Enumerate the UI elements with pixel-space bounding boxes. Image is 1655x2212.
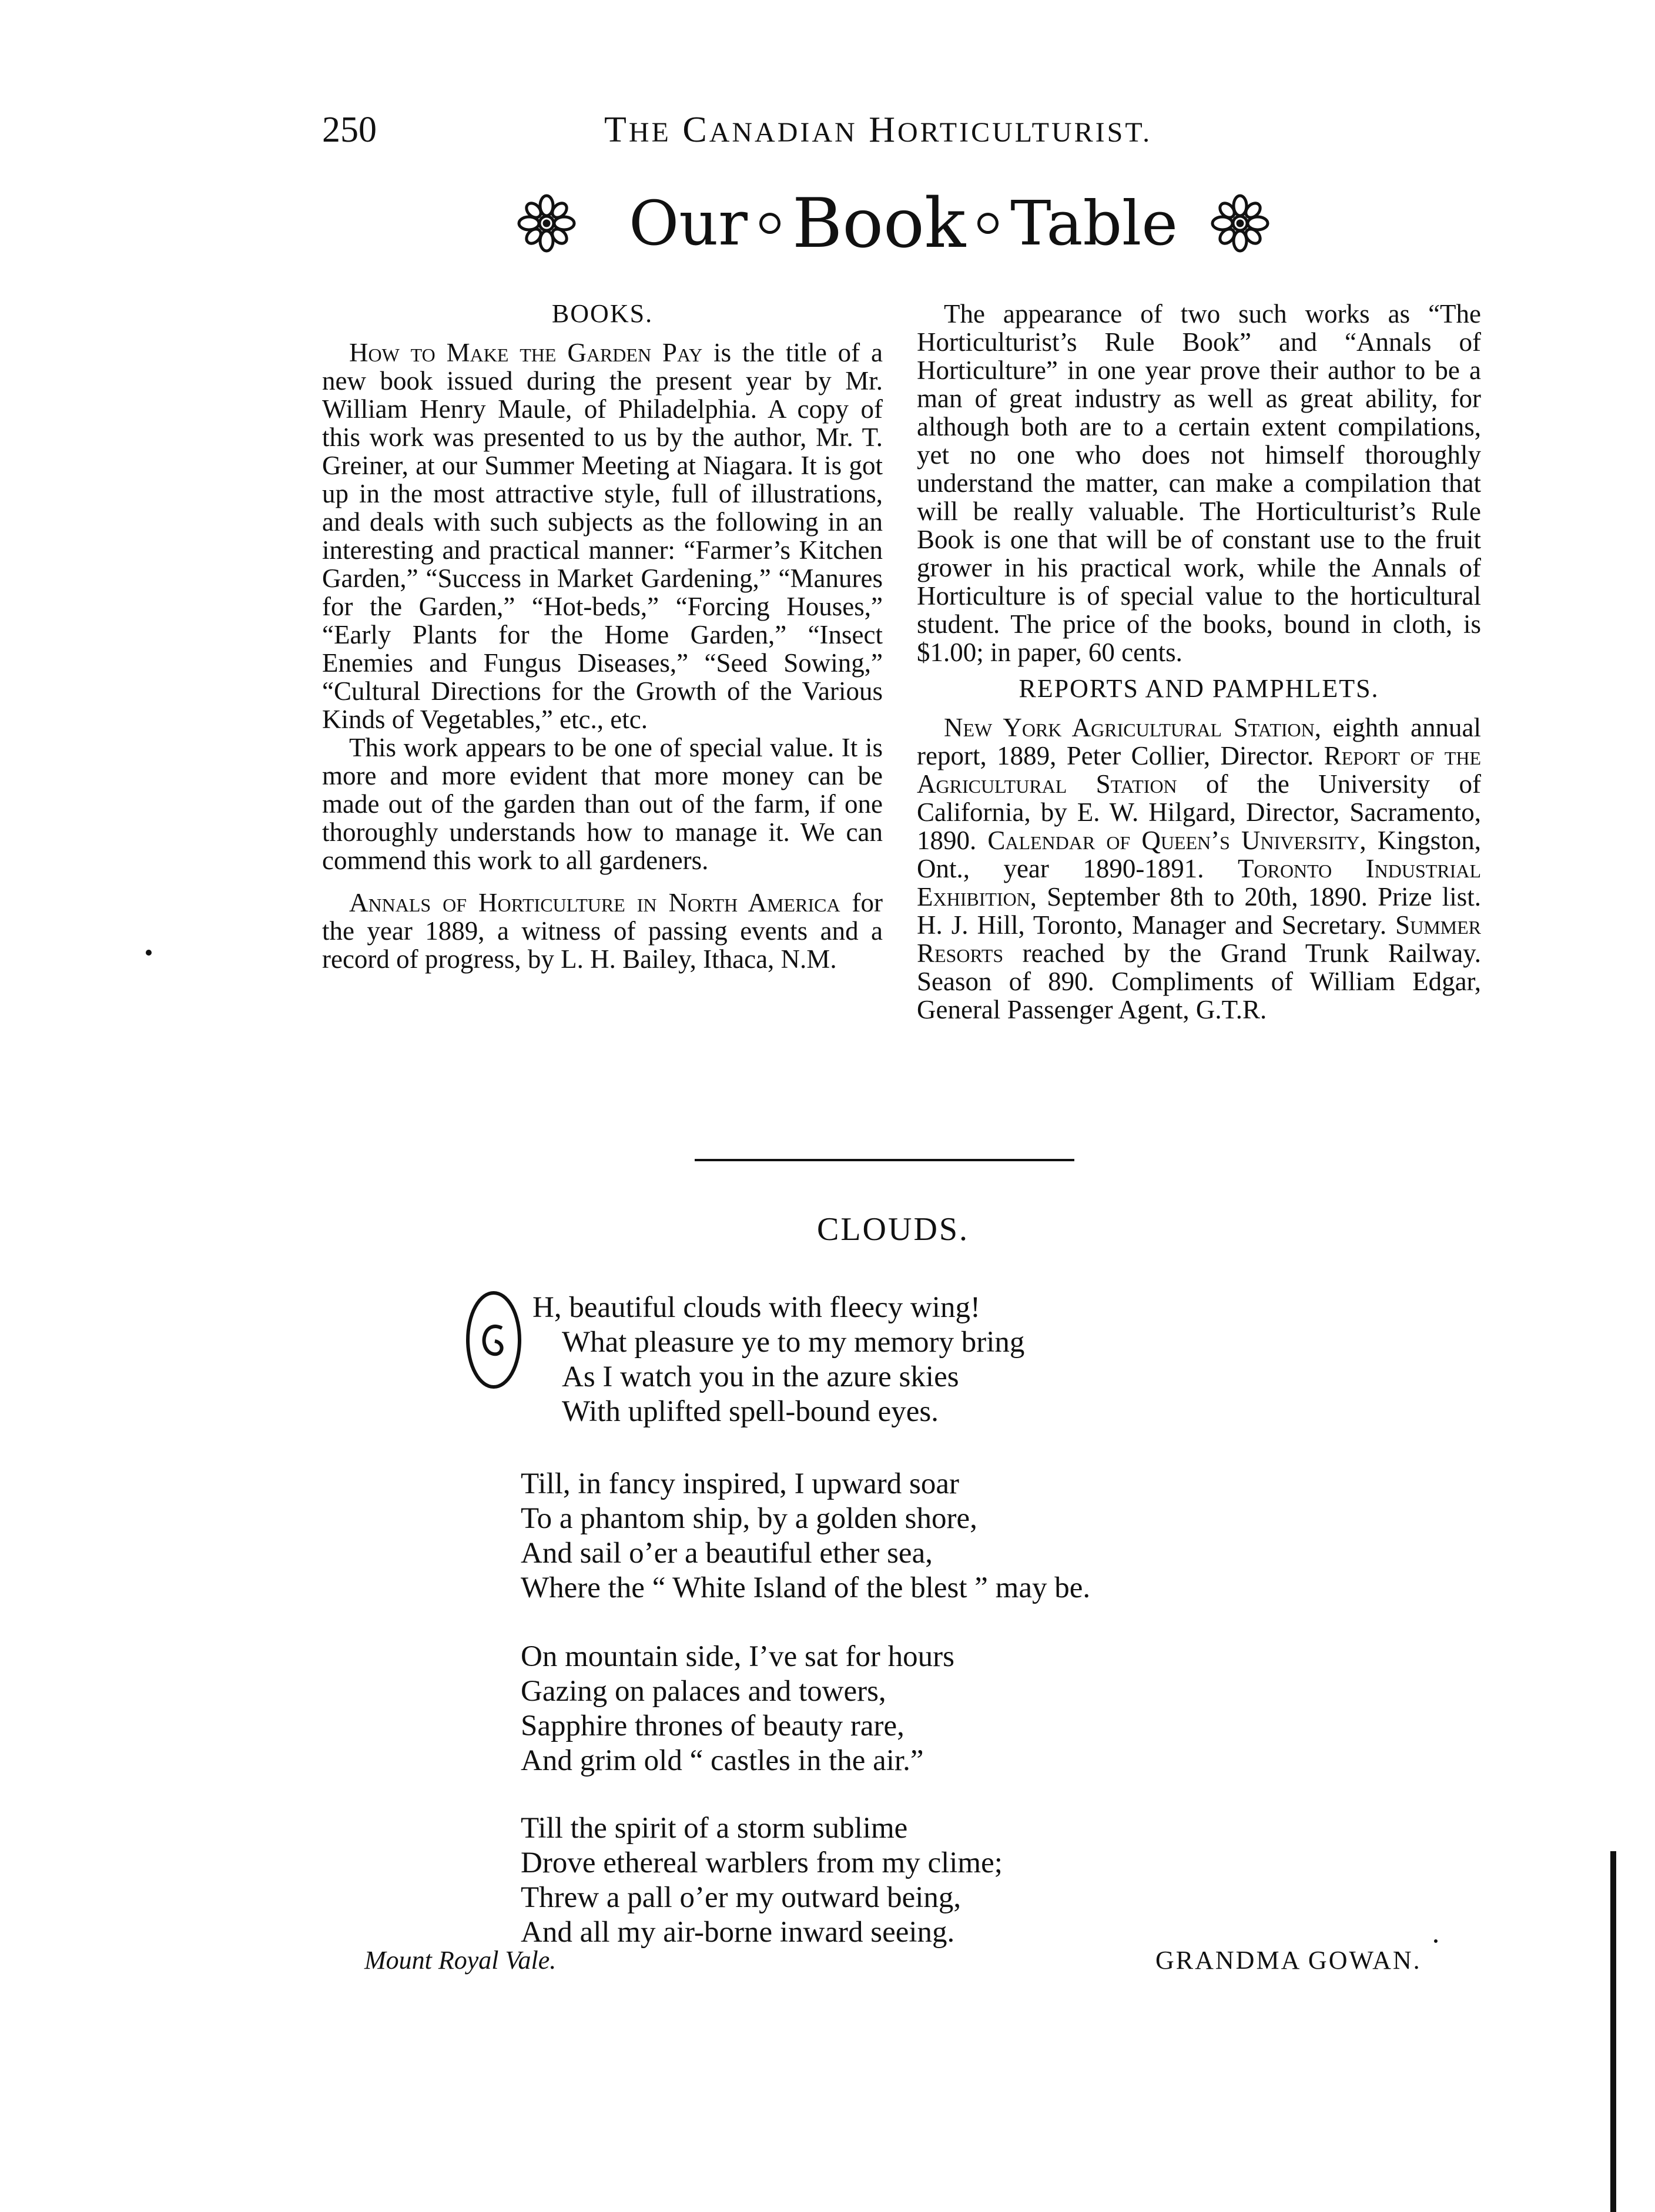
scan-speck (146, 950, 152, 956)
page-number: 250 (322, 110, 377, 150)
journal-title (604, 109, 1152, 151)
title-cap-1: T (604, 110, 629, 150)
reports-list (917, 713, 1481, 1024)
poem-line: Till the spirit of a storm sublime (521, 1812, 908, 1845)
book-title-garden-pay: How to Make the Garden Pay (349, 338, 703, 367)
poem-title: CLOUDS. (817, 1211, 970, 1248)
poem-line: What pleasure ye to my memory bring (562, 1326, 1025, 1359)
book-review-garden-pay (322, 338, 883, 733)
section-banner (517, 176, 1281, 270)
book-review-annals (322, 889, 883, 973)
banner-word-table: Table (1010, 187, 1178, 259)
scan-edge-line (1610, 1851, 1616, 2212)
title-cap-3: H (869, 110, 897, 150)
ring-separator-icon (759, 213, 780, 234)
banner-word-book: Book (792, 183, 966, 263)
book-review-text: is the title of a new book issued during the present year by Mr. William Henry Maule, of Philadelphia. A copy of this work was presented to us by the author, Mr. T. Greiner, at our Summer Meeting at Niagara. It is got up in the most attractive style, full of illustrations, and deals with such subjects as the following in an interesting and practical manner: “Farmer’s Kitchen Garden,” “Success in Market Gardening,” “Manures for the Garden,” “Hot-beds,” “Forcing Houses,” “Early Plants for the Home Garden,” “Insect Enemies and Fungus Diseases,” “Seed Sowing,” “Cultural Directions for the Growth of the Various Kinds of Vegetables,” etc., etc. (322, 338, 883, 734)
banner-word-our: Our (629, 187, 748, 259)
poem-line: Sapphire thrones of beauty rare, (521, 1710, 904, 1742)
book-review-annals-text: for the year 1889, a witness of passing events and a record of progress, by L. H. Bailey, Ithaca, N.M. (322, 888, 883, 974)
poem-line: H, beautiful clouds with fleecy wing! (532, 1291, 980, 1324)
annals-commentary: The appearance of two such works as “The Horticulturist’s Rule Book” and “Annals of Horticulture” in one year prove their author to be a man of great industry as well as great ability, for although both are to a certain extent compilations, yet no one who does not himself thoroughly understand the matter, can make a compilation that will be really valuable. The Horticulturist’s Rule Book is one that will be of constant use to the fruit grower in his practical work, while the Annals of Horticulture is of special value to the horticultural student. The price of the books, bound in cloth, is $1.00; in paper, 60 cents. (917, 299, 1481, 667)
poem-author: GRANDMA GOWAN. (1155, 1946, 1422, 1975)
report-title-ny-station: New York Agricultural Station (944, 713, 1315, 742)
title-rest-3: ORTICULTURIST. (897, 117, 1153, 148)
reports-heading: REPORTS AND PAMPHLETS. (1019, 674, 1379, 703)
poem-line: To a phantom ship, by a golden shore, (521, 1502, 977, 1535)
report-title-summer-resorts: Summer Resorts (917, 910, 1481, 968)
report-text-summer-resorts: reached by the Grand Trunk Railway. Season of 890. Compliments of William Edgar, General Passenger Agent, G.T.R. (917, 939, 1481, 1024)
poem-stanza-4 (521, 1811, 1003, 1950)
title-rest-2: ANADIAN (709, 117, 857, 148)
title-rest-1: HE (628, 117, 671, 148)
report-title-california-station: Report of the Agricultural Station (917, 741, 1482, 799)
poem-stanza-3 (521, 1640, 954, 1778)
poem-line: As I watch you in the azure skies (562, 1360, 959, 1393)
poem-stanza-1 (532, 1291, 1024, 1429)
report-text-toronto-exhibition: , September 8th to 20th, 1890. Prize list. H. J. Hill, Toronto, Manager and Secretary. (917, 882, 1481, 940)
poem-place: Mount Royal Vale. (364, 1946, 557, 1975)
poem-line: And grim old “ castles in the air.” (521, 1744, 924, 1777)
right-column (917, 300, 1481, 1024)
drop-cap (461, 1287, 527, 1393)
poem-line: On mountain side, I’ve sat for hours (521, 1640, 954, 1673)
ring-separator-icon (977, 213, 999, 234)
poem-line: Gazing on palaces and towers, (521, 1675, 886, 1708)
scan-speck (1434, 1939, 1438, 1943)
report-text-california-station: of the University of California, by E. W. Hilgard, Director, Sacramento, 1890. (917, 769, 1481, 855)
report-text-queens-calendar: , Kingston, Ont., year 1890-1891. (917, 826, 1481, 883)
poem-line: With uplifted spell-bound eyes. (562, 1395, 939, 1428)
poem-line: Drove ethereal warblers from my clime; (521, 1846, 1003, 1879)
poem-line: Till, in fancy inspired, I upward soar (521, 1467, 959, 1500)
poem-line: Threw a pall o’er my outward being, (521, 1881, 961, 1914)
section-divider (695, 1159, 1074, 1161)
poem-stanza-2 (521, 1467, 1090, 1606)
book-review-recommendation: This work appears to be one of special value. It is more and more evident that more money can be made out of the garden than out of the farm, if one thoroughly understands how to manage it. We can commend this work to all gardeners. (322, 733, 883, 875)
left-column (322, 300, 883, 973)
poem-line: And sail o’er a beautiful ether sea, (521, 1537, 933, 1570)
flower-ornament-icon (517, 194, 576, 253)
banner-title (629, 176, 1178, 270)
report-title-queens-calendar: Calendar of Queen’s University (987, 826, 1360, 855)
poem-line: Where the “ White Island of the blest ” may be. (521, 1571, 1091, 1604)
poem-line: And all my air-borne inward seeing. (521, 1916, 955, 1949)
drop-cap-ornament-icon (461, 1287, 527, 1393)
title-cap-2: C (682, 110, 709, 150)
report-title-toronto-exhibition: Toronto Industrial Exhibition (917, 854, 1481, 911)
report-text-ny-station: , eighth annual report, 1889, Peter Collier, Director. (917, 713, 1481, 770)
book-title-annals: Annals of Horticulture in North America (349, 888, 840, 917)
flower-ornament-icon (1211, 194, 1269, 253)
books-heading: BOOKS. (551, 299, 654, 328)
